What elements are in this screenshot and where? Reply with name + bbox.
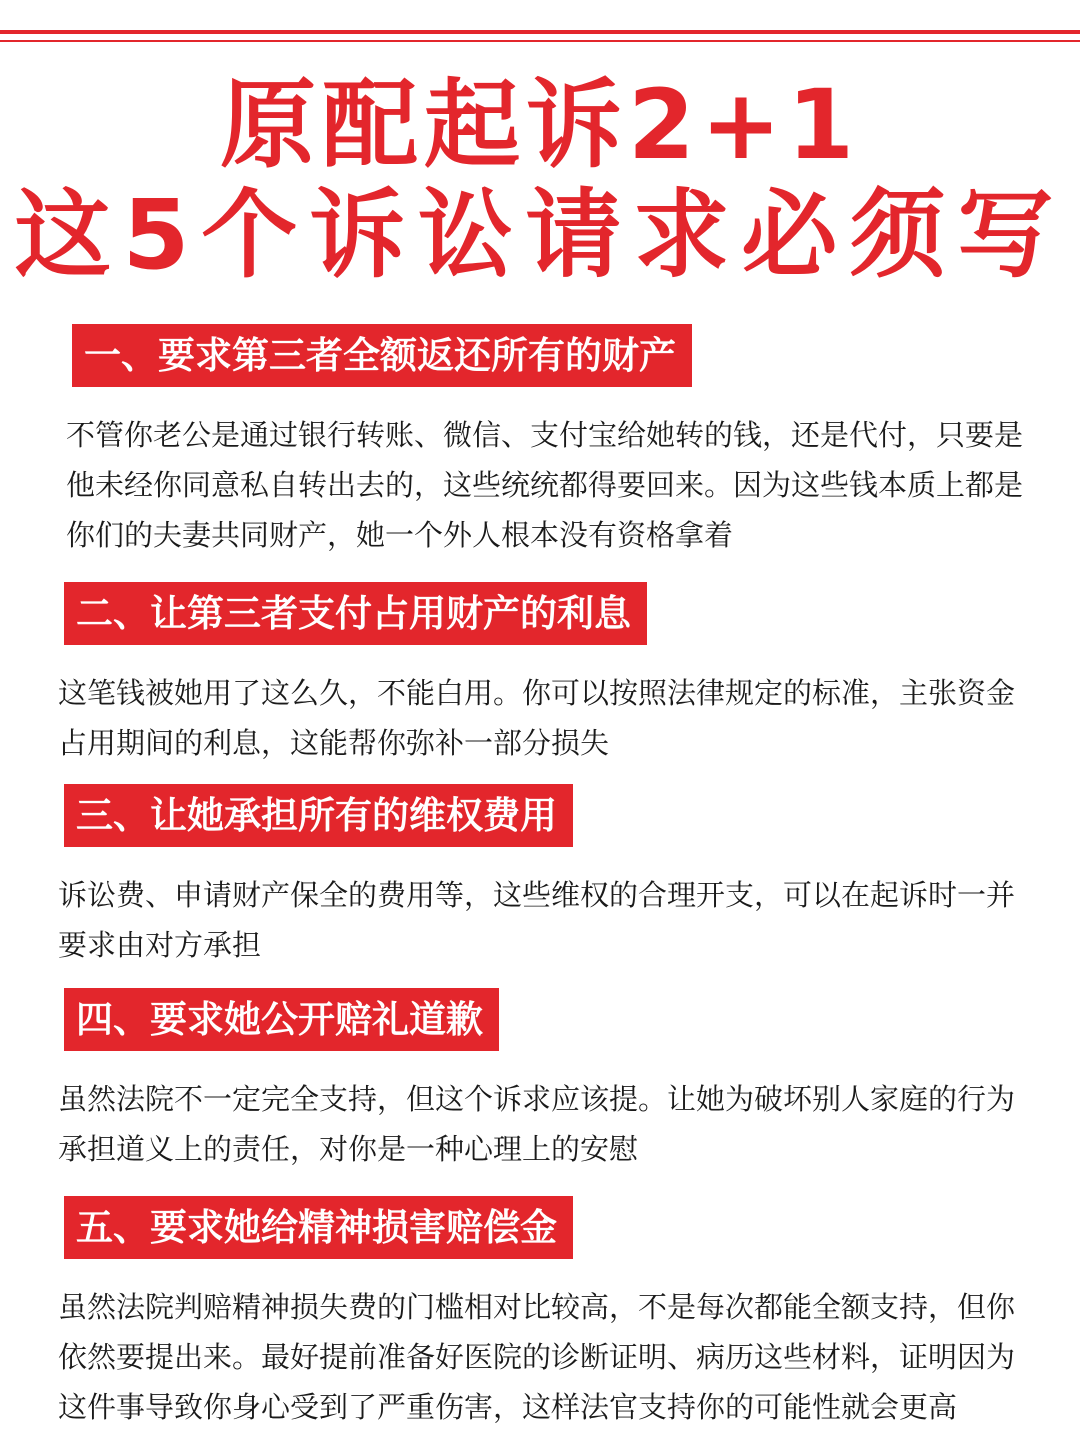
- section-3-line-1: 诉讼费、申请财产保全的费用等，这些维权的合理开支，可以在起诉时一并: [58, 878, 1016, 912]
- section-5-line-1: 虽然法院判赔精神损失费的门槛相对比较高，不是每次都能全额支持，但你: [58, 1290, 1016, 1324]
- section-1-heading: 一、要求第三者全额返还所有的财产: [72, 324, 692, 387]
- section-5-line-3: 这件事导致你身心受到了严重伤害，这样法官支持你的可能性就会更高: [58, 1390, 958, 1424]
- section-5-line-2: 依然要提出来。最好提前准备好医院的诊断证明、病历这些材料，证明因为: [58, 1340, 1016, 1374]
- top-divider-thick: [0, 30, 1080, 34]
- section-5-heading: 五、要求她给精神损害赔偿金: [64, 1196, 573, 1259]
- section-2-heading: 二、让第三者支付占用财产的利息: [64, 582, 647, 645]
- section-5-body: [58, 1282, 1015, 1432]
- top-divider-thin: [0, 40, 1080, 42]
- page-title-line-2: 这5个诉讼请求必须写: [14, 179, 1066, 291]
- section-3-heading: 三、让她承担所有的维权费用: [64, 784, 573, 847]
- section-1-line-3: 你们的夫妻共同财产，她一个外人根本没有资格拿着: [66, 518, 734, 552]
- section-1-line-2: 他未经你同意私自转出去的，这些统统都得要回来。因为这些钱本质上都是: [66, 468, 1024, 502]
- section-4-heading: 四、要求她公开赔礼道歉: [64, 988, 499, 1051]
- section-1-line-1: 不管你老公是通过银行转账、微信、支付宝给她转的钱，还是代付，只要是: [66, 418, 1024, 452]
- section-3-body: [58, 870, 1015, 970]
- section-4-line-2: 承担道义上的责任，对你是一种心理上的安慰: [58, 1132, 639, 1166]
- section-2-body: [58, 668, 1015, 768]
- section-4-line-1: 虽然法院不一定完全支持，但这个诉求应该提。让她为破坏别人家庭的行为: [58, 1082, 1016, 1116]
- section-1-body: [66, 410, 1023, 560]
- page-title-line-1: 原配起诉2+1: [219, 69, 861, 181]
- section-2-line-2: 占用期间的利息，这能帮你弥补一部分损失: [58, 726, 610, 760]
- section-3-line-2: 要求由对方承担: [58, 928, 262, 962]
- section-4-body: [58, 1074, 1015, 1174]
- section-2-line-1: 这笔钱被她用了这么久，不能白用。你可以按照法律规定的标准，主张资金: [58, 676, 1016, 710]
